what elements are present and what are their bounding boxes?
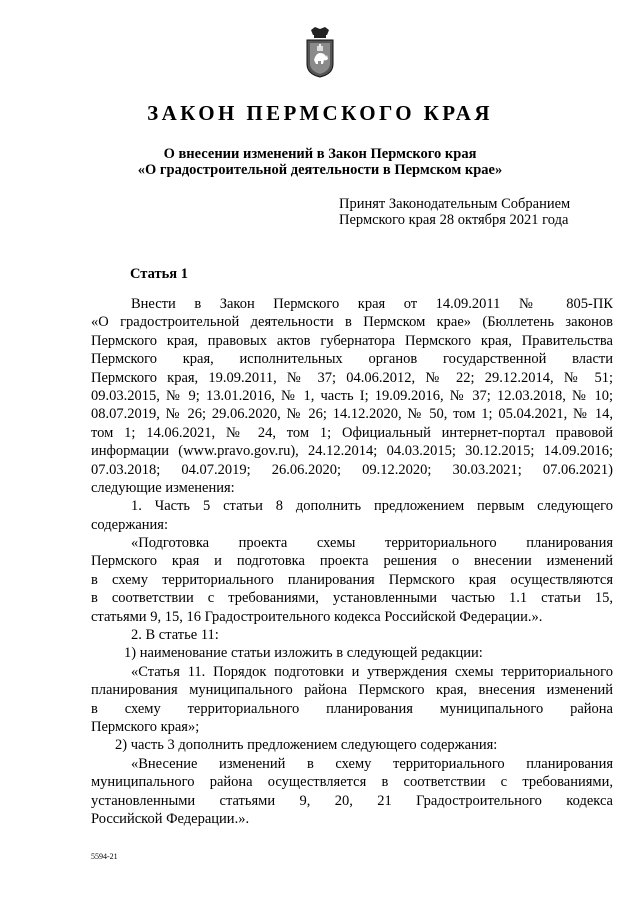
body-line: Российской Федерации.». [91,810,250,827]
body-line: том 1; 14.06.2021, № 24, том 1; Официальный интернет-портал правовой [91,424,613,441]
body-line: Пермского края, исполнительных органов государственной власти [91,351,613,368]
body-line: Пермского края и подготовка проекта решения о внесении изменений [91,553,613,570]
article-body [91,295,613,828]
body-line: «Подготовка проекта схемы территориального планирования [131,535,613,552]
body-line: 08.07.2019, № 26; 29.06.2020, № 26; 14.12.2020, № 50, том 1; 05.04.2021, № 14, [91,406,613,423]
body-line: следующие изменения: [91,479,235,496]
body-line: 09.03.2015, № 9; 13.01.2016, № 1, часть I; 19.09.2016, № 37; 12.03.2018, № 10; [91,387,613,404]
body-line: «О градостроительной деятельности в Пермском крае» (Бюллетень законов [91,314,613,331]
emblem-icon [305,26,335,78]
document-code: 5594-21 [91,852,118,861]
law-title: ЗАКОН ПЕРМСКОГО КРАЯ [147,101,493,125]
adoption-line: Пермского края 28 октября 2021 года [339,212,569,228]
body-line: 07.03.2018; 04.07.2019; 26.06.2020; 09.12.2020; 30.03.2021; 07.06.2021) [91,461,613,478]
body-line: информации (www.pravo.gov.ru), 24.12.2014; 04.03.2015; 30.12.2015; 14.09.2016; [91,443,613,460]
body-line: статьями 9, 15, 16 Градостроительного кодекса Российской Федерации.». [91,608,543,625]
body-line: содержания: [91,516,169,533]
subtitle-line: О внесении изменений в Закон Пермского края [163,146,477,162]
body-line: муниципального района осуществляется в соответствии с требованиями, [91,774,613,791]
body-line: «Внесение изменений в схему территориального планирования [131,755,613,772]
body-line: Пермского края»; [91,718,200,735]
body-line: 1. Часть 5 статьи 8 дополнить предложением первым следующего [131,498,613,515]
body-line: 1) наименование статьи изложить в следующей редакции: [124,645,483,662]
subtitle-line: «О градостроительной деятельности в Пермском крае» [137,162,503,178]
body-line: в схему территориального планирования муниципального района [91,700,613,717]
body-line: Пермского края, правовых актов губернатора Пермского края, Правительства [91,332,613,349]
article-heading: Статья 1 [130,266,188,282]
body-line: «Статья 11. Порядок подготовки и утверждения схемы территориального [131,663,613,680]
law-subtitle [0,146,640,178]
adoption-note [339,196,570,228]
body-line: Пермского края, 19.09.2011, № 37; 04.06.2012, № 22; 29.12.2014, № 51; [91,369,613,386]
body-line: планирования муниципального района Пермского края, внесения изменений [91,682,613,699]
coat-of-arms-emblem [305,26,335,78]
body-line: 2) часть 3 дополнить предложением следующего содержания: [115,737,498,754]
body-line: 2. В статье 11: [131,627,219,644]
body-line: установленными статьями 9, 20, 21 Градостроительного кодекса [91,792,613,809]
body-line: в схему территориального планирования Пермского края осуществляются [91,571,613,588]
adoption-line: Принят Законодательным Собранием [339,196,571,212]
body-line: в соответствии с требованиями, установленными частью 1.1 статьи 15, [91,590,613,607]
body-line: Внести в Закон Пермского края от 14.09.2011 № 805-ПК [131,296,613,312]
